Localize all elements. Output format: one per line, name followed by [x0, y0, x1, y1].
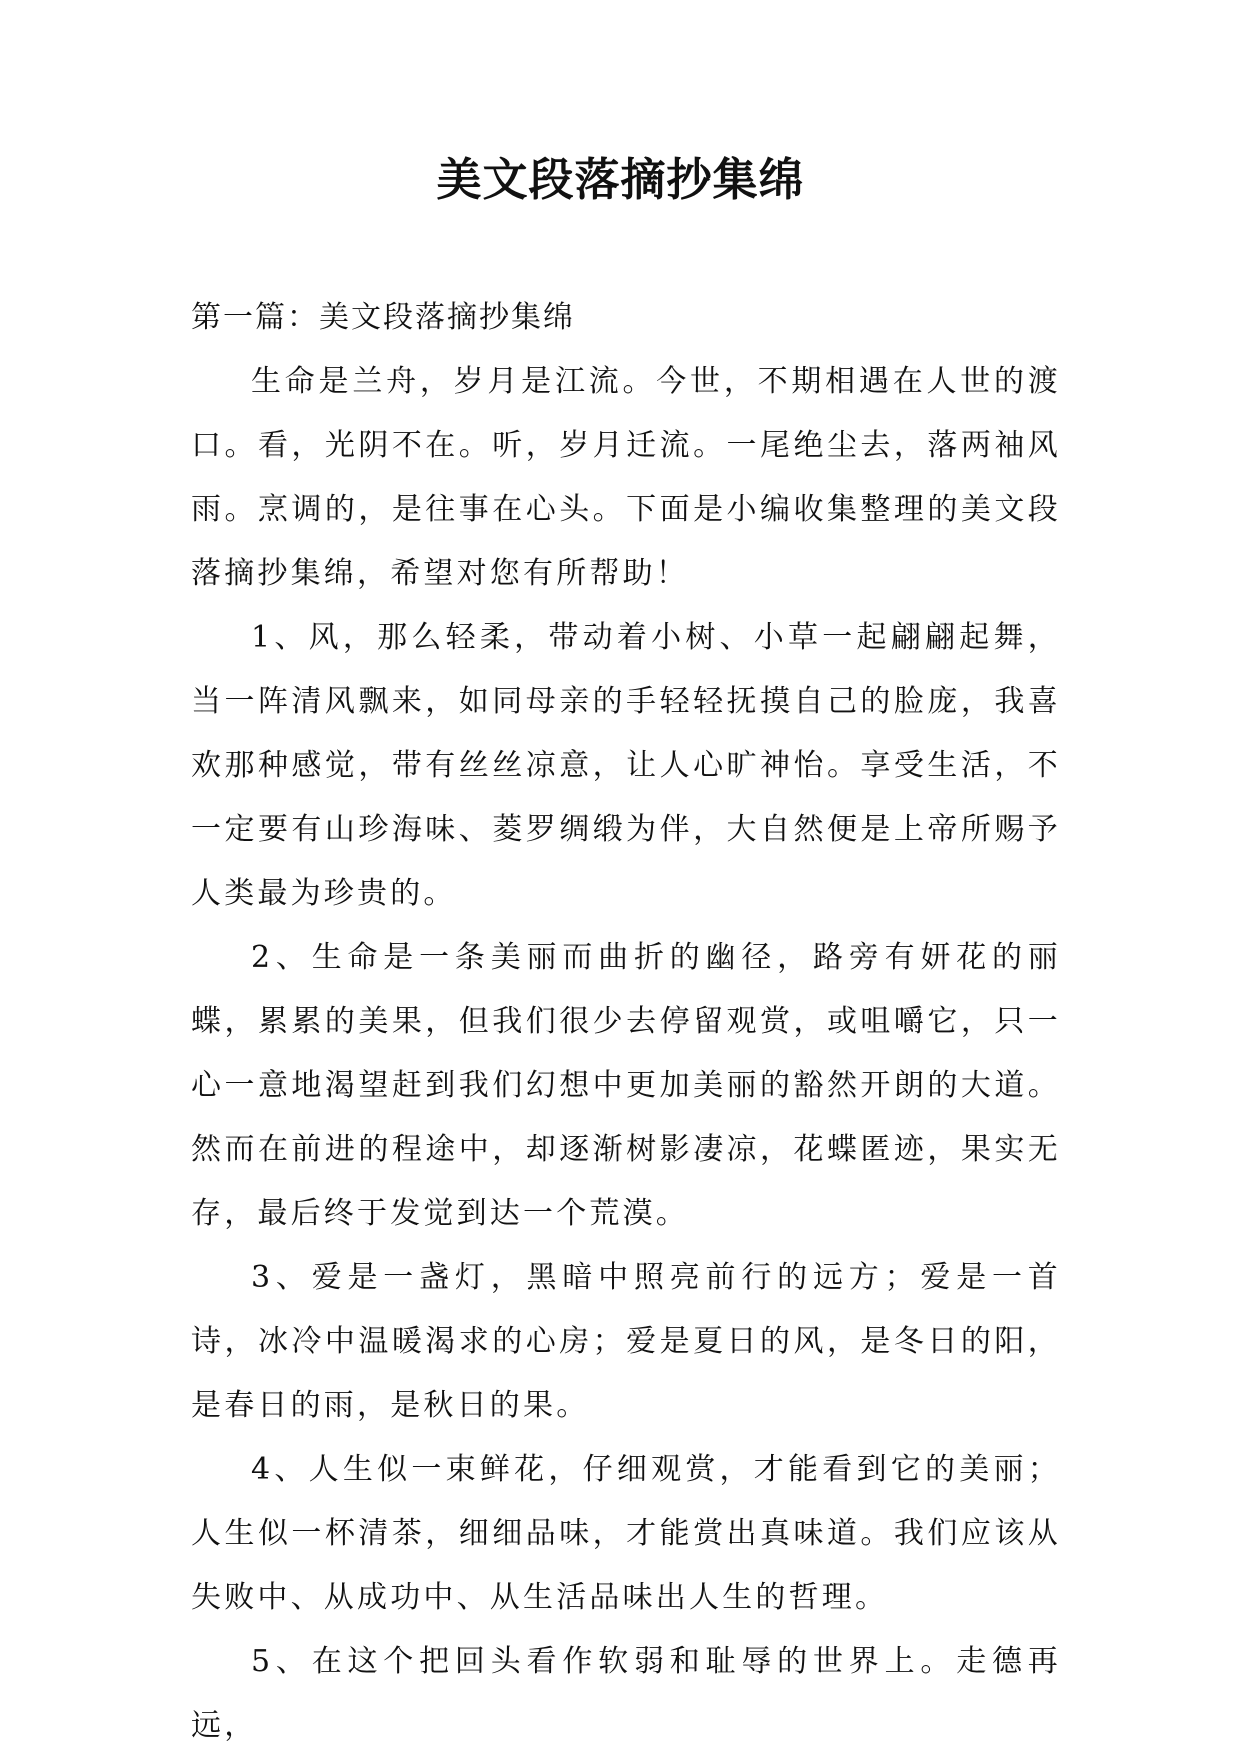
section-heading: 第一篇：美文段落摘抄集绵	[191, 300, 575, 335]
paragraph-1: 1、风，那么轻柔，带动着小树、小草一起翩翩起舞，当一阵清风飘来，如同母亲的手轻轻抚摸自己的脸庞，我喜欢那种感觉，带有丝丝凉意，让人心旷神怡。享受生活，不一定要有山珍海味、菱罗绸缎为伴，大自然便是上帝所赐予人类最为珍贵的。	[191, 620, 1061, 911]
paragraph-4: 4、人生似一束鲜花，仔细观赏，才能看到它的美丽；人生似一杯清茶，细细品味，才能赏出真味道。我们应该从失败中、从成功中、从生活品味出人生的哲理。	[191, 1452, 1061, 1615]
paragraph-3: 3、爱是一盏灯，黑暗中照亮前行的远方；爱是一首诗，冰冷中温暖渴求的心房；爱是夏日的风，是冬日的阳，是春日的雨，是秋日的果。	[191, 1260, 1061, 1423]
intro-paragraph: 生命是兰舟，岁月是江流。今世，不期相遇在人世的渡口。看，光阴不在。听，岁月迁流。一尾绝尘去，落两袖风雨。烹调的，是往事在心头。下面是小编收集整理的美文段落摘抄集绵，希望对您有所帮助！	[191, 364, 1061, 591]
paragraph-2: 2、生命是一条美丽而曲折的幽径，路旁有妍花的丽蝶，累累的美果，但我们很少去停留观赏，或咀嚼它，只一心一意地渴望赶到我们幻想中更加美丽的豁然开朗的大道。然而在前进的程途中，却逐渐树影凄凉，花蝶匿迹，果实无存，最后终于发觉到达一个荒漠。	[191, 940, 1061, 1231]
paragraph-5: 5、在这个把回头看作软弱和耻辱的世界上。走德再远，	[191, 1644, 1061, 1743]
document-title: 美文段落摘抄集绵	[436, 153, 805, 206]
document-body	[191, 286, 1061, 1758]
